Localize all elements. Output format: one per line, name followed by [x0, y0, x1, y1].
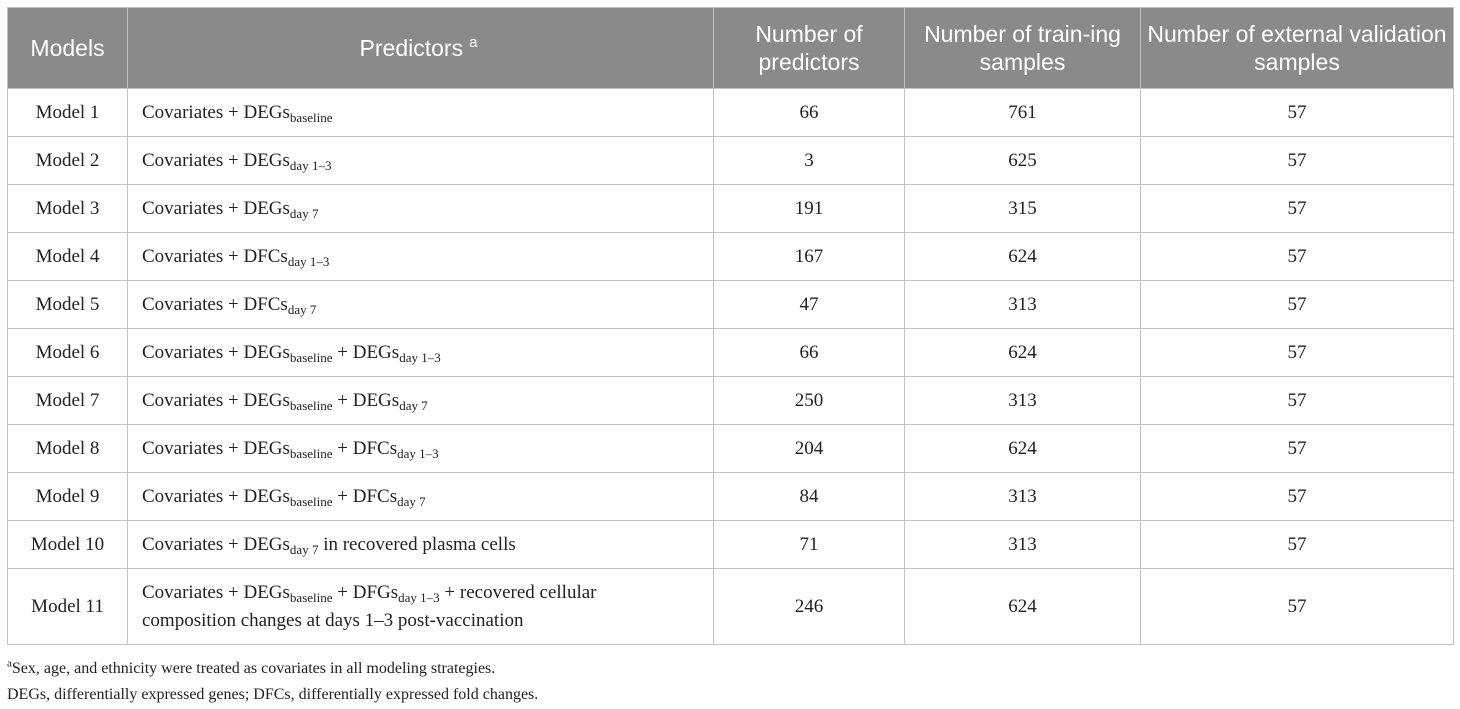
predictor-text: Covariates + DEGs: [142, 437, 290, 459]
predictor-text: Covariates + DEGs: [142, 389, 290, 411]
model-cell: Model 7: [8, 377, 128, 425]
table-row: [8, 233, 1454, 281]
model-cell: Model 1: [8, 89, 128, 137]
predictor-text: Covariates + DEGs: [142, 485, 290, 507]
num-validation-cell: 57: [1141, 233, 1454, 281]
num-training-cell: 761: [905, 89, 1141, 137]
predictor-text: + DFCs: [332, 485, 398, 507]
num-training-cell: 313: [905, 377, 1141, 425]
num-validation-cell: 57: [1141, 377, 1454, 425]
header-predictors-label: Predictors: [359, 35, 464, 61]
num-validation-cell: 57: [1141, 473, 1454, 521]
predictor-text: Covariates + DEGs: [142, 581, 290, 603]
num-validation-cell: 57: [1141, 329, 1454, 377]
predictor-text: in recovered plasma cells: [318, 533, 516, 555]
predictor-subscript: day 7: [289, 541, 319, 557]
predictor-text: Covariates + DEGs: [142, 197, 290, 219]
num-training-cell: 624: [905, 233, 1141, 281]
model-cell: Model 10: [8, 521, 128, 569]
header-num-training: [905, 8, 1141, 89]
table-row: [8, 569, 1454, 645]
num-training-cell: 624: [905, 569, 1141, 645]
num-predictors-cell: 167: [714, 233, 905, 281]
predictor-subscript: day 1–3: [289, 157, 332, 173]
footnote-abbreviations: DEGs, differentially expressed genes; DFCs, differentially expressed fold changes.: [7, 686, 539, 703]
table-row: [8, 521, 1454, 569]
num-predictors-cell: 204: [714, 425, 905, 473]
num-predictors-cell: 47: [714, 281, 905, 329]
num-predictors-cell: 3: [714, 137, 905, 185]
num-validation-cell: 57: [1141, 185, 1454, 233]
header-models: [8, 8, 128, 89]
num-validation-cell: 57: [1141, 521, 1454, 569]
num-predictors-cell: 71: [714, 521, 905, 569]
num-training-cell: 624: [905, 329, 1141, 377]
predictor-subscript: baseline: [289, 445, 333, 461]
predictor-text: + DEGs: [332, 389, 400, 411]
predictor-text: Covariates + DFCs: [142, 245, 288, 267]
models-table: [7, 7, 1454, 645]
num-predictors-cell: 66: [714, 89, 905, 137]
predictor-text: Covariates + DEGs: [142, 101, 290, 123]
predictor-text: Covariates + DEGs: [142, 149, 290, 171]
table-body: [8, 89, 1454, 645]
num-training-cell: 625: [905, 137, 1141, 185]
num-predictors-cell: 250: [714, 377, 905, 425]
predictors-cell: [128, 137, 714, 185]
table-row: [8, 137, 1454, 185]
table-row: [8, 89, 1454, 137]
header-num-predictors-label: Number of predictors: [755, 21, 863, 75]
num-validation-cell: 57: [1141, 425, 1454, 473]
predictor-subscript: day 1–3: [399, 349, 441, 365]
table-row: [8, 377, 1454, 425]
header-num-predictors: [714, 8, 905, 89]
num-predictors-cell: 246: [714, 569, 905, 645]
footnote-marker: a: [469, 34, 478, 52]
model-cell: Model 9: [8, 473, 128, 521]
predictors-cell: [128, 425, 714, 473]
predictors-cell: [128, 521, 714, 569]
num-validation-cell: 57: [1141, 281, 1454, 329]
header-predictors: [128, 8, 714, 89]
model-cell: Model 4: [8, 233, 128, 281]
num-validation-cell: 57: [1141, 137, 1454, 185]
model-cell: Model 5: [8, 281, 128, 329]
predictor-subscript: baseline: [289, 349, 333, 365]
num-predictors-cell: 191: [714, 185, 905, 233]
predictor-text: Covariates + DFCs: [142, 293, 288, 315]
predictors-cell: [128, 185, 714, 233]
table-row: [8, 185, 1454, 233]
predictor-subscript: day 7: [397, 493, 426, 509]
table-row: [8, 281, 1454, 329]
predictor-subscript: baseline: [289, 109, 333, 125]
num-validation-cell: 57: [1141, 89, 1454, 137]
header-num-validation: [1141, 8, 1454, 89]
table-row: [8, 329, 1454, 377]
footnote-a-marker: a: [7, 657, 12, 670]
predictors-cell: [128, 89, 714, 137]
predictor-subscript: day 1–3: [398, 589, 440, 605]
predictors-cell: [128, 281, 714, 329]
num-training-cell: 313: [905, 521, 1141, 569]
predictor-subscript: baseline: [289, 589, 333, 605]
predictors-cell: [128, 377, 714, 425]
num-validation-cell: 57: [1141, 569, 1454, 645]
predictor-subscript: day 1–3: [397, 445, 439, 461]
num-training-cell: 315: [905, 185, 1141, 233]
predictors-cell: [128, 473, 714, 521]
header-num-training-label: Number of train-ing samples: [924, 21, 1121, 75]
footnote-a-text: Sex, age, and ethnicity were treated as covariates in all modeling strategies.: [11, 660, 496, 677]
model-cell: Model 3: [8, 185, 128, 233]
predictor-text: Covariates + DEGs: [142, 533, 290, 555]
predictor-subscript: day 7: [289, 205, 319, 221]
predictor-subscript: day 1–3: [287, 253, 330, 269]
table-row: [8, 473, 1454, 521]
header-num-validation-label: Number of external validation samples: [1147, 21, 1447, 75]
predictor-text: Covariates + DEGs: [142, 341, 290, 363]
header-row: [8, 8, 1454, 89]
num-training-cell: 624: [905, 425, 1141, 473]
predictor-subscript: day 7: [287, 301, 317, 317]
table-header: [8, 8, 1454, 89]
table-row: [8, 425, 1454, 473]
num-predictors-cell: 84: [714, 473, 905, 521]
predictor-subscript: baseline: [289, 493, 333, 509]
table-footnotes: [7, 656, 538, 708]
model-cell: Model 11: [8, 569, 128, 645]
num-predictors-cell: 66: [714, 329, 905, 377]
predictors-cell: [128, 233, 714, 281]
predictors-cell: [128, 329, 714, 377]
predictor-subscript: baseline: [289, 397, 333, 413]
predictor-text: + DFCs: [332, 437, 398, 459]
header-models-label: Models: [30, 35, 105, 61]
predictor-text: + DFGs: [332, 581, 399, 603]
model-cell: Model 6: [8, 329, 128, 377]
model-cell: Model 8: [8, 425, 128, 473]
predictors-cell: [128, 569, 714, 645]
num-training-cell: 313: [905, 473, 1141, 521]
predictor-text: + DEGs: [332, 341, 400, 363]
footnote-a: [7, 656, 538, 682]
predictor-text: + recovered cellular composition changes at days 1–3 post-vaccination: [142, 581, 597, 631]
num-training-cell: 313: [905, 281, 1141, 329]
predictor-subscript: day 7: [399, 397, 428, 413]
model-cell: Model 2: [8, 137, 128, 185]
